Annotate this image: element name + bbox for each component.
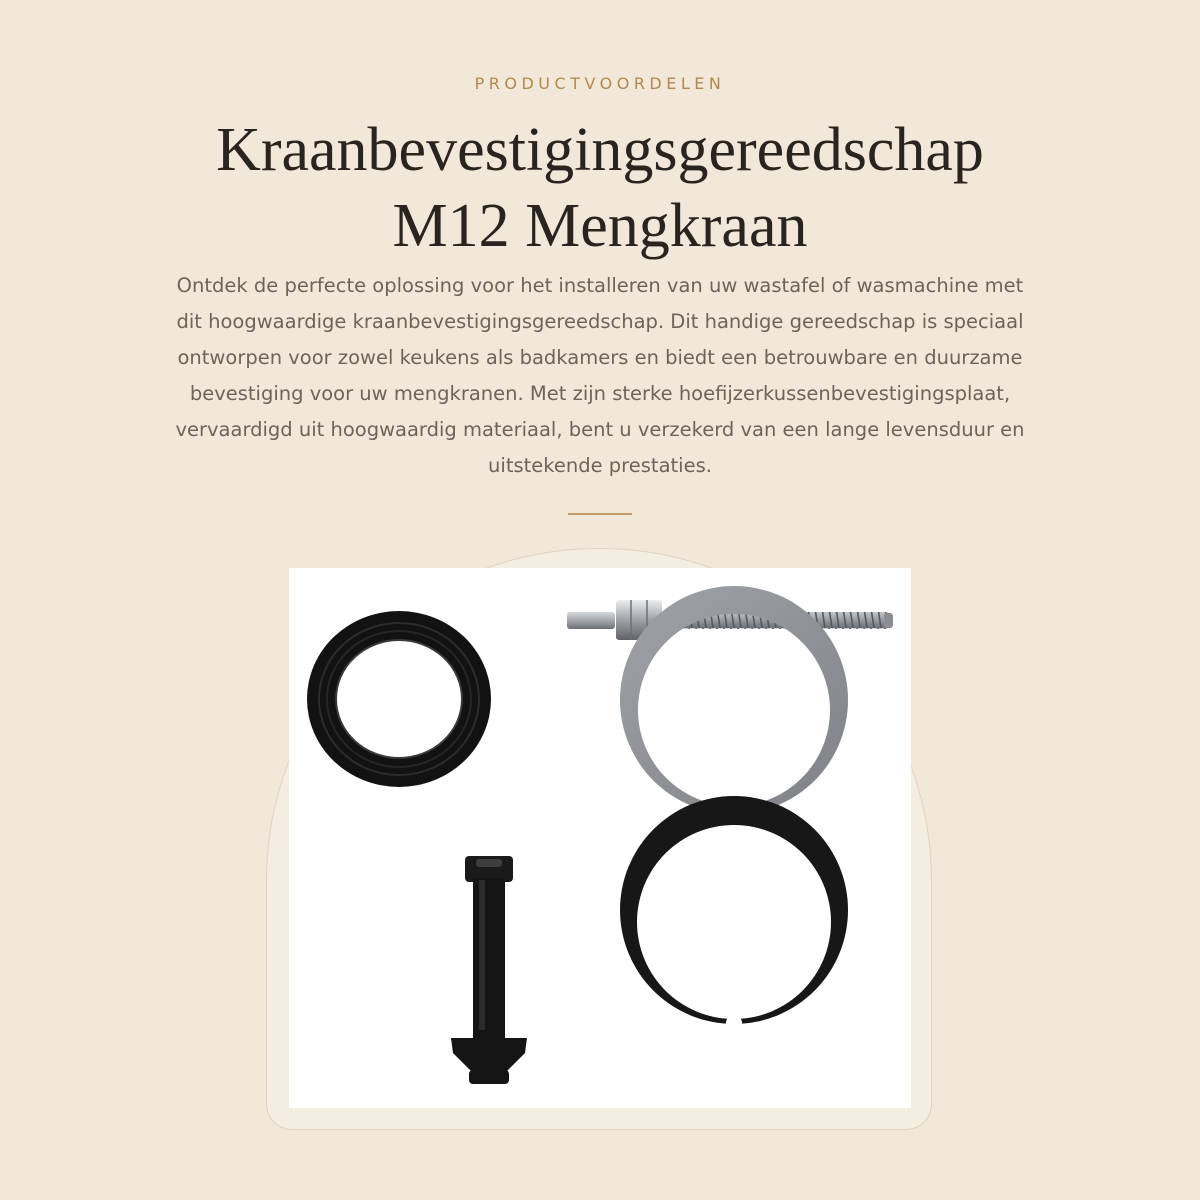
product-title-line-1: Kraanbevestigingsgereedschap bbox=[216, 116, 984, 184]
section-eyebrow: PRODUCTVOORDELEN bbox=[474, 74, 726, 93]
product-title-line-2: M12 Mengkraan bbox=[392, 192, 808, 260]
product-title bbox=[0, 112, 1200, 264]
product-image bbox=[289, 568, 911, 1108]
product-description: Ontdek de perfecte oplossing voor het installeren van uw wastafel of wasmachine met dit hoogwaardige kraanbevestigingsgereedschap. Dit handige gereedschap is speciaal ontworpen voor zowel keukens als badkamers en biedt een betrouwbare en duurzame bevestiging voor uw mengkranen. Met zijn sterke hoefijzerkussenbevestigingsplaat, vervaardigd uit hoogwaardig materiaal, bent u verzekerd van een lange levensduur en uitstekende prestaties. bbox=[175, 274, 1025, 477]
section-divider bbox=[568, 513, 632, 515]
rubber-horseshoe-gasket bbox=[289, 568, 911, 1108]
